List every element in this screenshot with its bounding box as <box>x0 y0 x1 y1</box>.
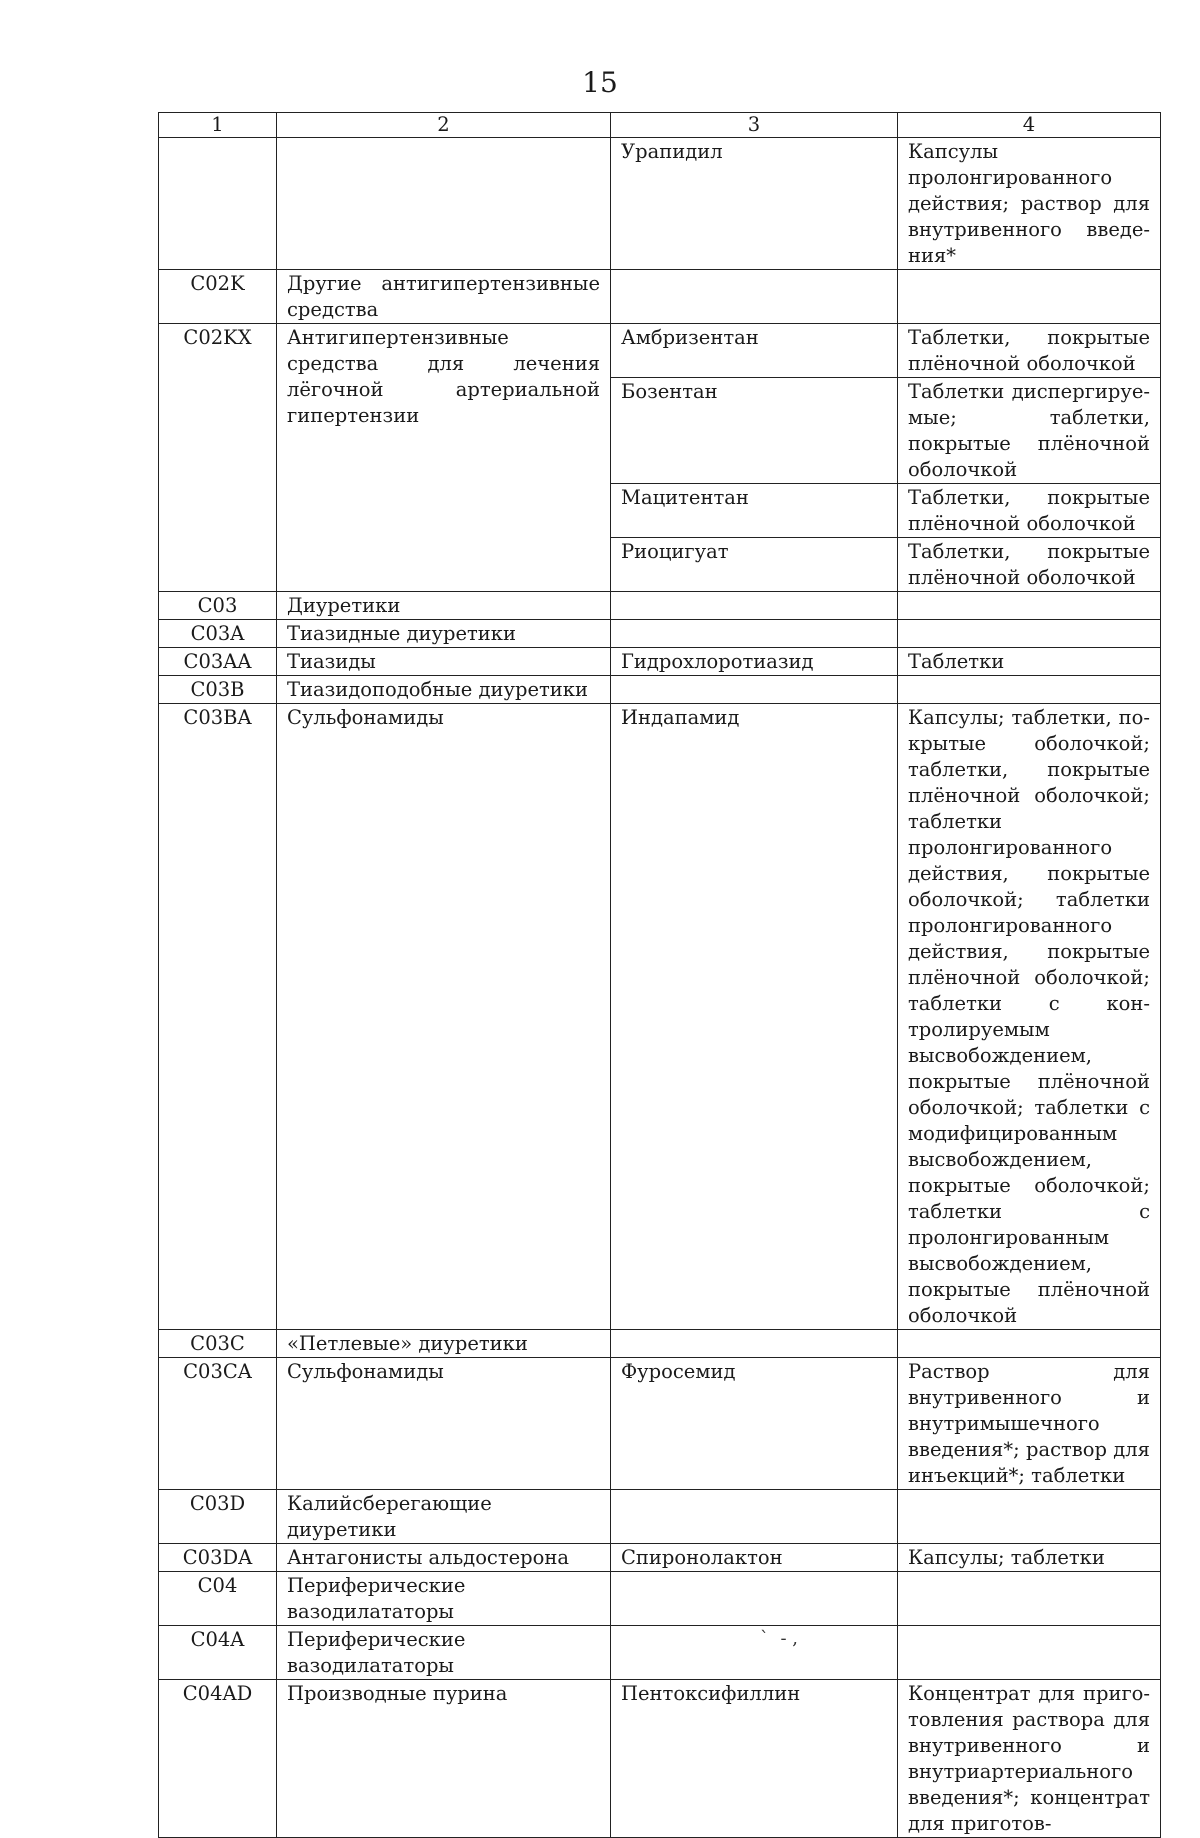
dosage-form-cell: Капсулы; таблетки, покрытые оболочкой; таблетки, покрытые плёночной оболочкой; таблетки пролонгированного действия, покрытые оболочкой; таблетки пролонгированного действия, покрытые плёночной оболочкой; таблетки с контролируемым высвобождением, покрытые плёночной оболочкой; таблетки с модифицированным высвобождением, покрытые оболочкой; таблетки с пролонгированным высвобождением, покрытые плёночной оболочкой <box>898 704 1161 1330</box>
group-cell <box>277 138 611 270</box>
table-row <box>159 1490 1161 1544</box>
drug-name-cell: Спиронолактон <box>611 1544 898 1572</box>
drug-name-cell: Амбризентан <box>611 324 898 378</box>
group-cell: Антигипертензивные средства для лечения лёгочной артериальной гипертензии <box>277 324 611 592</box>
drug-name-cell: Пентоксифиллин <box>611 1680 898 1838</box>
atc-code-cell: C04A <box>159 1626 277 1680</box>
drug-name-cell <box>611 270 898 324</box>
atc-code-cell: C03CA <box>159 1358 277 1490</box>
dosage-form-cell <box>898 1572 1161 1626</box>
dosage-form-cell: Концентрат для приготовления раствора для внутривенного и внутриартериального введения*; концентрат для приготов- <box>898 1680 1161 1838</box>
table-header-row <box>159 113 1161 138</box>
dosage-form-cell: Капсулы; таблетки <box>898 1544 1161 1572</box>
group-cell: Сульфонамиды <box>277 1358 611 1490</box>
dosage-form-cell <box>898 270 1161 324</box>
group-cell: Периферические вазодилататоры <box>277 1572 611 1626</box>
dosage-form-cell <box>898 1330 1161 1358</box>
atc-code-cell: C02K <box>159 270 277 324</box>
drug-name-cell: Индапамид <box>611 704 898 1330</box>
table-row <box>159 1330 1161 1358</box>
atc-code-cell: C03A <box>159 620 277 648</box>
drug-name-cell: Фуросемид <box>611 1358 898 1490</box>
column-header: 1 <box>159 113 277 138</box>
dosage-form-cell: Таблетки, покрытые плёночной оболочкой <box>898 324 1161 378</box>
drug-name-cell <box>611 1626 898 1680</box>
table-row <box>159 620 1161 648</box>
dosage-form-cell: Таблетки, покрытые плёночной оболочкой <box>898 538 1161 592</box>
atc-code-cell: C04AD <box>159 1680 277 1838</box>
dosage-form-cell <box>898 592 1161 620</box>
group-cell: Антагонисты альдостерона <box>277 1544 611 1572</box>
page-number: 15 <box>582 66 618 99</box>
dosage-form-cell: Таблетки <box>898 648 1161 676</box>
atc-code-cell: C03B <box>159 676 277 704</box>
group-cell: Калийсберегающие диуретики <box>277 1490 611 1544</box>
drug-table <box>158 112 1161 1838</box>
table-row <box>159 676 1161 704</box>
drug-name-cell <box>611 592 898 620</box>
table-row <box>159 1358 1161 1490</box>
drug-name-cell: Гидрохлоротиазид <box>611 648 898 676</box>
dosage-form-cell <box>898 1490 1161 1544</box>
table-row <box>159 648 1161 676</box>
table-row <box>159 1626 1161 1680</box>
drug-name-cell <box>611 1330 898 1358</box>
drug-name-cell <box>611 620 898 648</box>
column-header: 2 <box>277 113 611 138</box>
table-row <box>159 138 1161 270</box>
column-header: 4 <box>898 113 1161 138</box>
dosage-form-cell: Раствор для внутривенного и внутримышечного введения*; раствор для инъекций*; таблетки <box>898 1358 1161 1490</box>
scan-marks: ` - , <box>760 1628 798 1649</box>
atc-code-cell: C03D <box>159 1490 277 1544</box>
atc-code-cell: C03 <box>159 592 277 620</box>
table-row <box>159 1572 1161 1626</box>
atc-code-cell: C03BA <box>159 704 277 1330</box>
table-row <box>159 592 1161 620</box>
group-cell: Тиазидоподобные диуретики <box>277 676 611 704</box>
dosage-form-cell <box>898 1626 1161 1680</box>
drug-name-cell: Риоцигуат <box>611 538 898 592</box>
atc-code-cell: C02KX <box>159 324 277 592</box>
table-row <box>159 270 1161 324</box>
group-cell: Тиазидные диуретики <box>277 620 611 648</box>
group-cell: Периферические вазодилататоры <box>277 1626 611 1680</box>
column-header: 3 <box>611 113 898 138</box>
group-cell: «Петлевые» диуретики <box>277 1330 611 1358</box>
atc-code-cell <box>159 138 277 270</box>
table-row <box>159 1544 1161 1572</box>
dosage-form-cell: Капсулы пролонгированного действия; раствор для внутривенного введения* <box>898 138 1161 270</box>
dosage-form-cell: Таблетки диспергируемые; таблетки, покрытые плёночной оболочкой <box>898 378 1161 484</box>
atc-code-cell: C03DA <box>159 1544 277 1572</box>
group-cell: Производные пурина <box>277 1680 611 1838</box>
group-cell: Сульфонамиды <box>277 704 611 1330</box>
group-cell: Другие антигипертензивные средства <box>277 270 611 324</box>
atc-code-cell: C03AA <box>159 648 277 676</box>
dosage-form-cell: Таблетки, покрытые плёночной оболочкой <box>898 484 1161 538</box>
drug-name-cell <box>611 1572 898 1626</box>
dosage-form-cell <box>898 620 1161 648</box>
drug-name-cell: Урапидил <box>611 138 898 270</box>
group-cell: Тиазиды <box>277 648 611 676</box>
table-row <box>159 704 1161 1330</box>
atc-code-cell: C03C <box>159 1330 277 1358</box>
table-row <box>159 324 1161 378</box>
drug-name-cell: Бозентан <box>611 378 898 484</box>
dosage-form-cell <box>898 676 1161 704</box>
group-cell: Диуретики <box>277 592 611 620</box>
drug-name-cell: Мацитентан <box>611 484 898 538</box>
table-row <box>159 1680 1161 1838</box>
drug-name-cell <box>611 1490 898 1544</box>
drug-name-cell <box>611 676 898 704</box>
atc-code-cell: C04 <box>159 1572 277 1626</box>
